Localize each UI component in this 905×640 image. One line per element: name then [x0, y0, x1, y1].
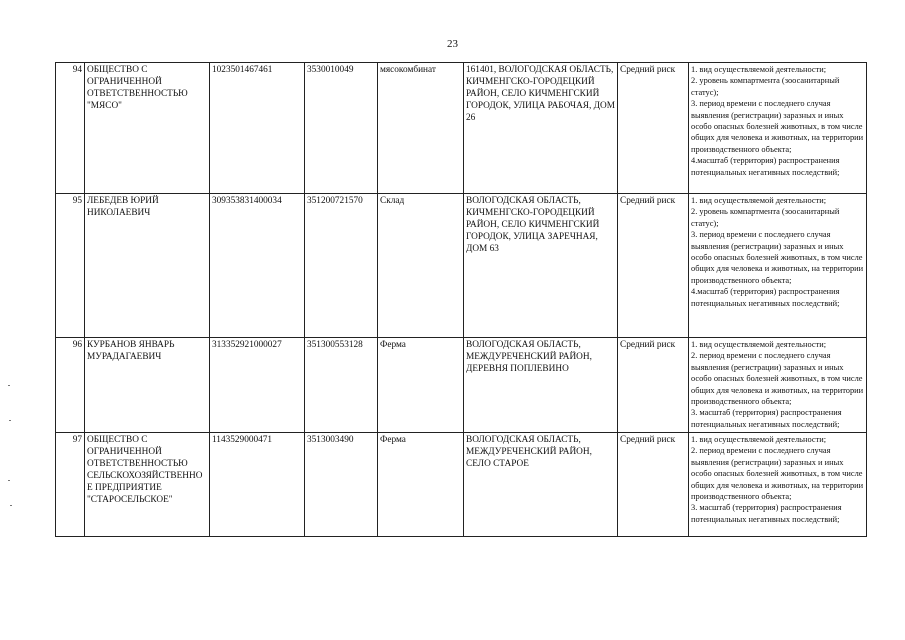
- criteria-item: 1. вид осуществляемой деятельности;: [691, 435, 827, 444]
- scan-speck: [8, 385, 10, 386]
- ogrn-number: 313352921000027: [210, 338, 305, 433]
- ogrn-number: 1023501467461: [210, 63, 305, 194]
- criteria-item: 3. масштаб (территория) распространения потенциальных негативных последствий;: [691, 503, 842, 524]
- row-number: 95: [56, 194, 85, 338]
- inn-number: 351300553128: [305, 338, 378, 433]
- criteria-item: 2. уровень компартмента (зоосанитарный статус);: [691, 207, 840, 228]
- criteria-item: 4.масштаб (территория) распространения потенциальных негативных последствий;: [691, 156, 840, 177]
- table-row: [56, 194, 867, 338]
- object-address: 161401, ВОЛОГОДСКАЯ ОБЛАСТЬ, КИЧМЕНГСКО-ГОРОДЕЦКИЙ РАЙОН, СЕЛО КИЧМЕНГСКИЙ ГОРОДОК, УЛИЦА РАБОЧАЯ, ДОМ 26: [464, 63, 618, 194]
- criteria-item: 2. уровень компартмента (зоосанитарный статус);: [691, 76, 840, 97]
- entity-name: ЛЕБЕДЕВ ЮРИЙ НИКОЛАЕВИЧ: [85, 194, 210, 338]
- risk-criteria: [689, 194, 867, 338]
- row-number: 94: [56, 63, 85, 194]
- inn-number: 3513003490: [305, 433, 378, 537]
- object-type: Склад: [378, 194, 464, 338]
- risk-criteria: [689, 63, 867, 194]
- criteria-item: 1. вид осуществляемой деятельности;: [691, 65, 827, 74]
- entity-name: ОБЩЕСТВО С ОГРАНИЧЕННОЙ ОТВЕТСТВЕННОСТЬЮ СЕЛЬСКОХОЗЯЙСТВЕННОЕ ПРЕДПРИЯТИЕ "СТАРОСЕЛЬСКОЕ": [85, 433, 210, 537]
- ogrn-number: 309353831400034: [210, 194, 305, 338]
- object-type: Ферма: [378, 338, 464, 433]
- risk-category: Средний риск: [618, 63, 689, 194]
- page-number: 23: [447, 38, 458, 50]
- criteria-item: 2. период времени с последнего случая выявления (регистрации) заразных и иных особо опасных болезней животных, в том числе общих для человека и животных, на территории производственного объекта;: [691, 351, 864, 407]
- registry-table: [55, 62, 867, 537]
- risk-criteria: [689, 433, 867, 537]
- entity-name: ОБЩЕСТВО С ОГРАНИЧЕННОЙ ОТВЕТСТВЕННОСТЬЮ "МЯСО": [85, 63, 210, 194]
- object-address: ВОЛОГОДСКАЯ ОБЛАСТЬ, МЕЖДУРЕЧЕНСКИЙ РАЙОН, СЕЛО СТАРОЕ: [464, 433, 618, 537]
- object-address: ВОЛОГОДСКАЯ ОБЛАСТЬ, КИЧМЕНГСКО-ГОРОДЕЦКИЙ РАЙОН, СЕЛО КИЧМЕНГСКИЙ ГОРОДОК, УЛИЦА ЗАРЕЧНАЯ, ДОМ 63: [464, 194, 618, 338]
- criteria-item: 2. период времени с последнего случая выявления (регистрации) заразных и иных особо опасных болезней животных, в том числе общих для человека и животных, на территории производственного объекта;: [691, 446, 864, 502]
- risk-category: Средний риск: [618, 338, 689, 433]
- table-row: [56, 433, 867, 537]
- criteria-item: 4.масштаб (территория) распространения потенциальных негативных последствий;: [691, 287, 840, 308]
- scan-speck: [9, 420, 11, 421]
- object-type: мясокомбинат: [378, 63, 464, 194]
- row-number: 97: [56, 433, 85, 537]
- ogrn-number: 1143529000471: [210, 433, 305, 537]
- row-number: 96: [56, 338, 85, 433]
- criteria-item: 1. вид осуществляемой деятельности;: [691, 340, 827, 349]
- risk-criteria: [689, 338, 867, 433]
- criteria-item: 3. период времени с последнего случая выявления (регистрации) заразных и иных особо опасных болезней животных, в том числе общих для человека и животных, на территории производственного объекта;: [691, 230, 864, 285]
- object-address: ВОЛОГОДСКАЯ ОБЛАСТЬ, МЕЖДУРЕЧЕНСКИЙ РАЙОН, ДЕРЕВНЯ ПОПЛЕВИНО: [464, 338, 618, 433]
- inn-number: 351200721570: [305, 194, 378, 338]
- criteria-item: 3. период времени с последнего случая выявления (регистрации) заразных и иных особо опасных болезней животных, в том числе общих для человека и животных, на территории производственного объекта;: [691, 99, 864, 154]
- criteria-item: 1. вид осуществляемой деятельности;: [691, 196, 827, 205]
- risk-category: Средний риск: [618, 433, 689, 537]
- table-row: [56, 338, 867, 433]
- inn-number: 3530010049: [305, 63, 378, 194]
- risk-category: Средний риск: [618, 194, 689, 338]
- scan-speck: [8, 480, 10, 481]
- object-type: Ферма: [378, 433, 464, 537]
- criteria-item: 3. масштаб (территория) распространения потенциальных негативных последствий;: [691, 408, 842, 429]
- table-row: [56, 63, 867, 194]
- scan-speck: [10, 505, 12, 506]
- registry-rows: [56, 63, 867, 537]
- entity-name: КУРБАНОВ ЯНВАРЬ МУРАДАГАЕВИЧ: [85, 338, 210, 433]
